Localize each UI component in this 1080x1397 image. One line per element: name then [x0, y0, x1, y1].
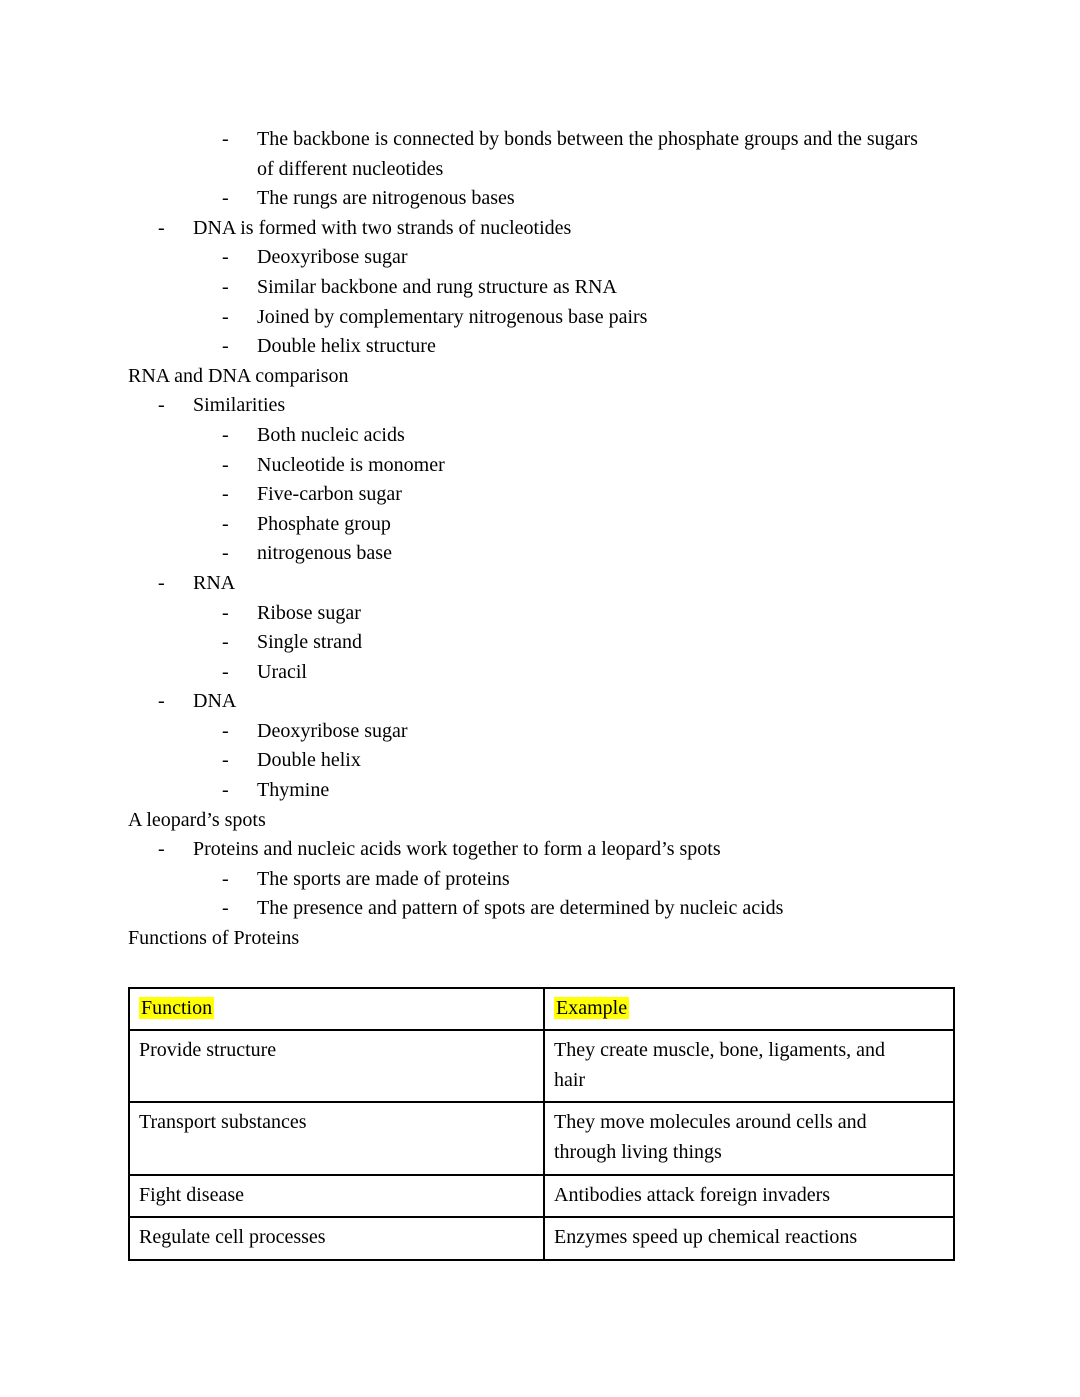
example-cell: Enzymes speed up chemical reactions: [544, 1217, 954, 1260]
example-cell: They move molecules around cells and through living things: [544, 1102, 954, 1174]
outline-item: [128, 806, 953, 836]
bullet-dash-icon: -: [222, 512, 229, 535]
table-row: [129, 1030, 954, 1102]
outline-item: [128, 421, 953, 451]
table-header-example: [544, 988, 954, 1031]
outline-item: [128, 332, 953, 362]
bullet-dash-icon: -: [222, 779, 229, 802]
bullet-dash-icon: -: [222, 305, 229, 328]
outline-item: [128, 628, 953, 658]
outline-item: [128, 835, 953, 865]
function-cell: Regulate cell processes: [129, 1217, 544, 1260]
bullet-dash-icon: -: [222, 335, 229, 358]
bullet-dash-icon: -: [222, 128, 229, 150]
outline-item: [128, 125, 953, 184]
outline-item: [128, 658, 953, 688]
function-cell: Provide structure: [129, 1030, 544, 1102]
bullet-dash-icon: -: [158, 216, 165, 239]
table-body: [129, 1030, 954, 1260]
outline-item: [128, 451, 953, 481]
outline-item-text: Double helix: [257, 749, 361, 772]
notes-outline: [128, 125, 953, 954]
bullet-dash-icon: -: [222, 631, 229, 654]
bullet-dash-icon: -: [222, 542, 229, 565]
outline-item: [128, 776, 953, 806]
outline-item: [128, 243, 953, 273]
table-row: [129, 1175, 954, 1218]
outline-item: [128, 480, 953, 510]
outline-item-text: Deoxyribose sugar: [257, 719, 408, 742]
outline-item: [128, 924, 953, 954]
outline-item-text: Deoxyribose sugar: [257, 246, 408, 269]
outline-item: [128, 717, 953, 747]
bullet-dash-icon: -: [222, 453, 229, 476]
outline-item: [128, 599, 953, 629]
outline-item: [128, 687, 953, 717]
outline-item-text: Both nucleic acids: [257, 423, 405, 446]
example-cell: Antibodies attack foreign invaders: [544, 1175, 954, 1218]
protein-functions-table: [128, 987, 955, 1261]
table-header-row: [129, 988, 954, 1031]
bullet-dash-icon: -: [158, 394, 165, 417]
outline-item-text: Similar backbone and rung structure as RNA: [257, 275, 617, 298]
outline-item-text: The backbone is connected by bonds between the phosphate groups and the sugars of different nucleotides: [257, 128, 918, 180]
outline-item-text: nitrogenous base: [257, 542, 392, 565]
outline-item-text: Similarities: [193, 394, 286, 417]
example-cell: They create muscle, bone, ligaments, and hair: [544, 1030, 954, 1102]
outline-item: [128, 391, 953, 421]
outline-item-text: Joined by complementary nitrogenous base pairs: [257, 305, 648, 328]
function-cell: Transport substances: [129, 1102, 544, 1174]
outline-item-text: DNA: [193, 690, 237, 713]
outline-item-text: Functions of Proteins: [128, 927, 300, 950]
table-header-function: [129, 988, 544, 1031]
function-cell: Fight disease: [129, 1175, 544, 1218]
bullet-dash-icon: -: [222, 483, 229, 506]
bullet-dash-icon: -: [222, 719, 229, 742]
outline-item: [128, 184, 953, 214]
outline-item: [128, 569, 953, 599]
outline-item-text: Uracil: [257, 660, 307, 683]
outline-item-text: The rungs are nitrogenous bases: [257, 187, 515, 210]
outline-item-text: Phosphate group: [257, 512, 391, 535]
bullet-dash-icon: -: [222, 867, 229, 890]
outline-item-text: DNA is formed with two strands of nucleotides: [193, 216, 572, 239]
outline-item-text: Thymine: [257, 779, 330, 802]
bullet-dash-icon: -: [222, 601, 229, 624]
outline-item-text: The presence and pattern of spots are determined by nucleic acids: [257, 897, 784, 920]
bullet-dash-icon: -: [158, 571, 165, 594]
bullet-dash-icon: -: [222, 246, 229, 269]
outline-item-text: Ribose sugar: [257, 601, 361, 624]
outline-item: [128, 865, 953, 895]
bullet-dash-icon: -: [222, 187, 229, 210]
bullet-dash-icon: -: [222, 749, 229, 772]
bullet-dash-icon: -: [222, 423, 229, 446]
outline-item: [128, 303, 953, 333]
outline-item-text: The sports are made of proteins: [257, 867, 510, 890]
outline-item-text: Single strand: [257, 631, 362, 654]
outline-item-text: RNA and DNA comparison: [128, 364, 349, 387]
table-row: [129, 1102, 954, 1174]
outline-item: [128, 273, 953, 303]
outline-item: [128, 362, 953, 392]
outline-item-text: RNA: [193, 571, 236, 594]
bullet-dash-icon: -: [158, 690, 165, 713]
table-row: [129, 1217, 954, 1260]
outline-item-text: A leopard’s spots: [128, 808, 266, 831]
bullet-dash-icon: -: [222, 275, 229, 298]
outline-item: [128, 510, 953, 540]
outline-item-text: Double helix structure: [257, 335, 436, 358]
bullet-dash-icon: -: [222, 897, 229, 920]
outline-item: [128, 894, 953, 924]
outline-item: [128, 746, 953, 776]
highlighted-text: Function: [141, 996, 213, 1019]
highlighted-text: Example: [556, 996, 628, 1019]
outline-item-text: Five-carbon sugar: [257, 483, 402, 506]
outline-item-text: Nucleotide is monomer: [257, 453, 445, 476]
outline-item: [128, 539, 953, 569]
bullet-dash-icon: -: [158, 838, 165, 861]
bullet-dash-icon: -: [222, 660, 229, 683]
outline-item: [128, 214, 953, 244]
outline-item-text: Proteins and nucleic acids work together to form a leopard’s spots: [193, 838, 721, 861]
